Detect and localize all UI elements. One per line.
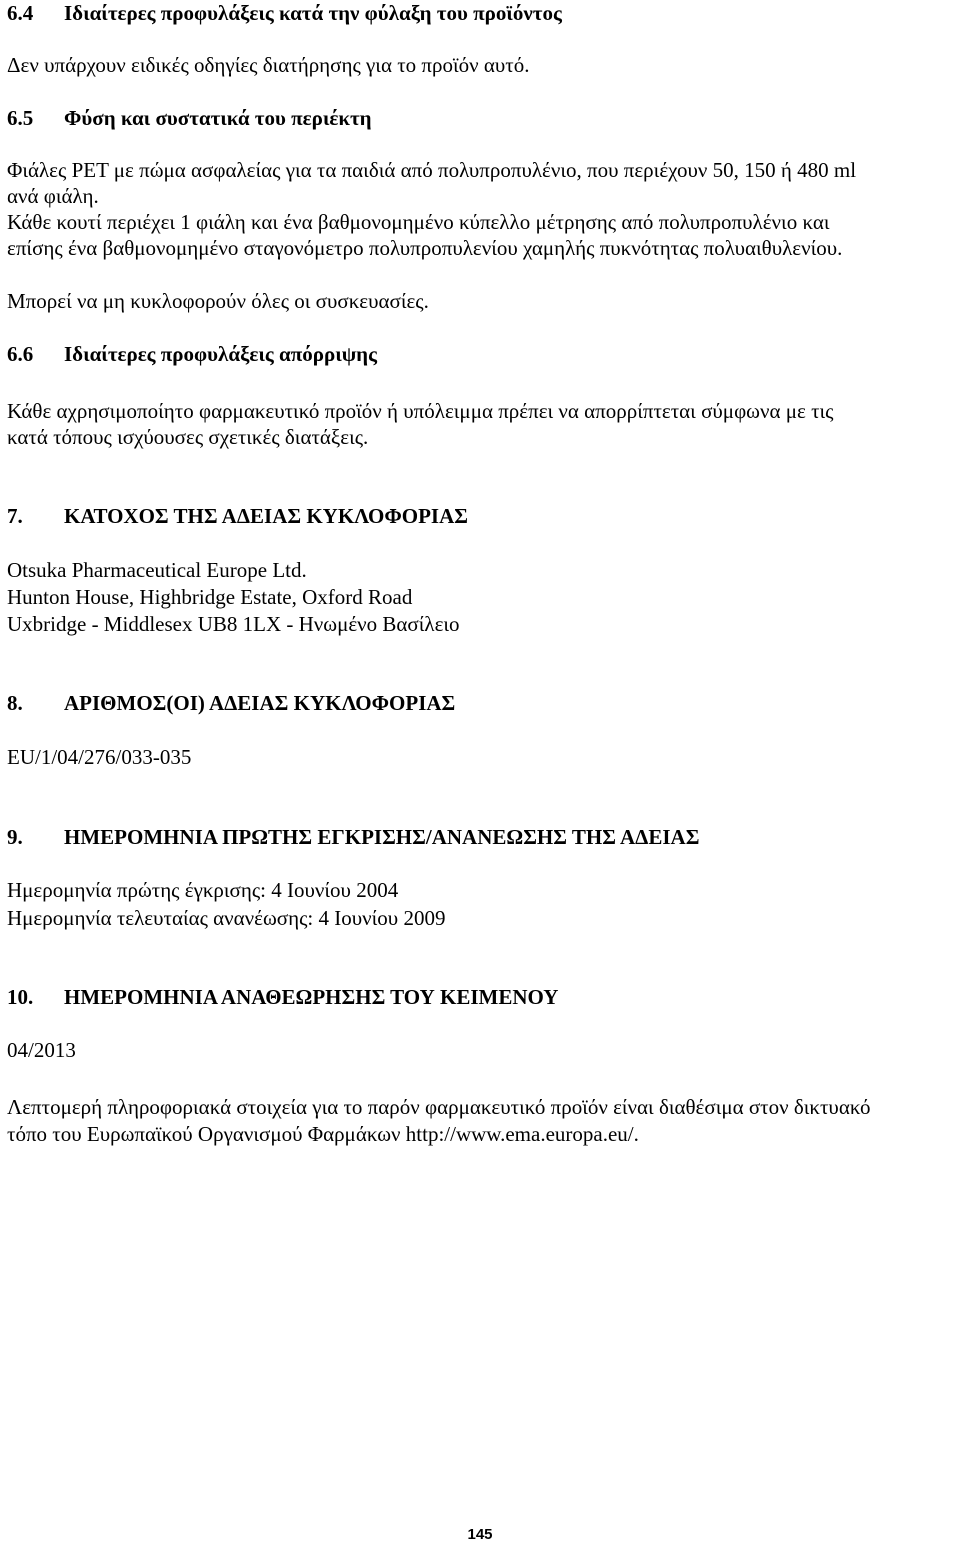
section-7-heading: ΚΑΤΟΧΟΣ ΤΗΣ ΑΔΕΙΑΣ ΚΥΚΛΟΦΟΡΙΑΣ bbox=[64, 504, 468, 528]
section-6-5-line-4: επίσης ένα βαθμονομημένο σταγονόμετρο πολυπροπυλενίου χαμηλής πυκνότητας πολυαιθυλενίου. bbox=[7, 236, 843, 260]
section-7-line-3: Uxbridge - Middlesex UB8 1LX - Ηνωμένο Βασίλειο bbox=[7, 612, 460, 636]
section-6-6-line-2: κατά τόπους ισχύουσες σχετικές διατάξεις. bbox=[7, 425, 369, 449]
section-6-6-number: 6.6 bbox=[7, 342, 34, 366]
section-6-5-line-1: Φιάλες PET με πώμα ασφαλείας για τα παιδιά από πολυπροπυλένιο, που περιέχουν 50, 150 ή 480 ml bbox=[7, 158, 857, 182]
section-9-line-1: Ημερομηνία πρώτης έγκρισης: 4 Ιουνίου 2004 bbox=[7, 878, 399, 902]
section-6-6-line-1: Κάθε αχρησιμοποίητο φαρμακευτικό προϊόν ή υπόλειμμα πρέπει να απορρίπτεται σύμφωνα με τις bbox=[7, 399, 834, 423]
section-9-number: 9. bbox=[7, 825, 23, 849]
section-7-number: 7. bbox=[7, 504, 23, 528]
section-6-4-heading: Ιδιαίτερες προφυλάξεις κατά την φύλαξη του προϊόντος bbox=[64, 1, 562, 25]
section-9-heading: ΗΜΕΡΟΜΗΝΙΑ ΠΡΩΤΗΣ ΕΓΚΡΙΣΗΣ/ΑΝΑΝΕΩΣΗΣ ΤΗΣ ΑΔΕΙΑΣ bbox=[64, 825, 700, 849]
section-6-6-heading: Ιδιαίτερες προφυλάξεις απόρριψης bbox=[64, 342, 377, 366]
section-8-heading: ΑΡΙΘΜΟΣ(ΟΙ) ΑΔΕΙΑΣ ΚΥΚΛΟΦΟΡΙΑΣ bbox=[64, 691, 456, 715]
section-10-number: 10. bbox=[7, 985, 34, 1009]
section-10-heading: ΗΜΕΡΟΜΗΝΙΑ ΑΝΑΘΕΩΡΗΣΗΣ ΤΟΥ ΚΕΙΜΕΝΟΥ bbox=[64, 985, 559, 1009]
section-6-5-line-3: Κάθε κουτί περιέχει 1 φιάλη και ένα βαθμονομημένο κύπελλο μέτρησης από πολυπροπυλένιο και bbox=[7, 210, 830, 234]
section-8-number: 8. bbox=[7, 691, 23, 715]
section-7-line-1: Otsuka Pharmaceutical Europe Ltd. bbox=[7, 558, 307, 582]
section-6-5-line-5: Μπορεί να μη κυκλοφορούν όλες οι συσκευασίες. bbox=[7, 289, 429, 313]
section-10-text: 04/2013 bbox=[7, 1038, 76, 1062]
section-6-5-heading: Φύση και συστατικά του περιέκτη bbox=[64, 106, 372, 130]
section-6-4-number: 6.4 bbox=[7, 1, 34, 25]
section-6-5-line-2: ανά φιάλη. bbox=[7, 184, 99, 208]
section-10-line-2: τόπο του Ευρωπαϊκού Οργανισμού Φαρμάκων http://www.ema.europa.eu/. bbox=[7, 1122, 639, 1146]
section-6-4-text: Δεν υπάρχουν ειδικές οδηγίες διατήρησης για το προϊόν αυτό. bbox=[7, 53, 530, 77]
section-8-text: EU/1/04/276/033-035 bbox=[7, 745, 192, 769]
section-9-line-2: Ημερομηνία τελευταίας ανανέωσης: 4 Ιουνίου 2009 bbox=[7, 906, 446, 930]
page-number: 145 bbox=[467, 1526, 493, 1543]
section-10-line-1: Λεπτομερή πληροφοριακά στοιχεία για το παρόν φαρμακευτικό προϊόν είναι διαθέσιμα στον δικτυακό bbox=[7, 1095, 871, 1119]
section-6-5-number: 6.5 bbox=[7, 106, 34, 130]
section-7-line-2: Hunton House, Highbridge Estate, Oxford Road bbox=[7, 585, 413, 609]
